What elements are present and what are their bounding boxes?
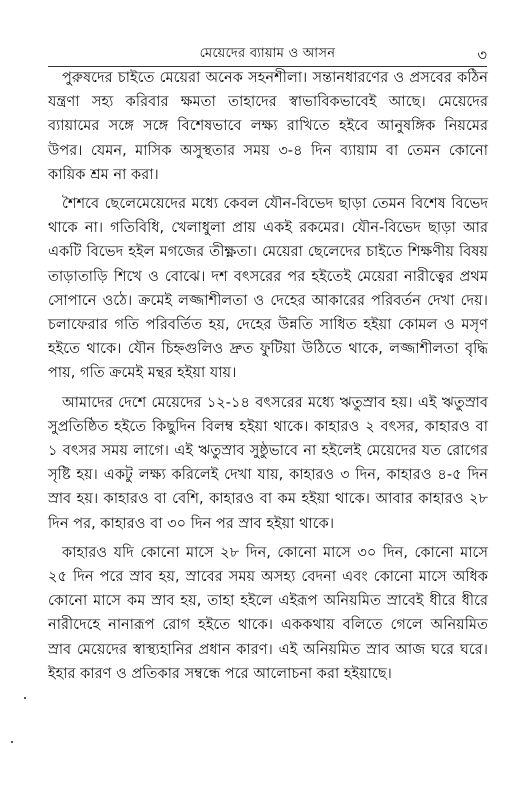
print-speck <box>24 697 26 699</box>
paragraph: আমাদের দেশে মেয়েদের ১২-১৪ বৎসরের মধ্যে ঋতুস্রাব হয়। এই ঋতুস্রাব সুপ্রতিষ্ঠিত হইতে কিছুদিন বিলম্ব হইয়া থাকে। কাহারও ২ বৎসর, কাহারও বা ১ বৎসর সময় লাগে। এই ঋতুস্রাব সুষ্ঠুভাবে না হইলেই মেয়েদের যত রোগের সৃষ্টি হয়। একটু লক্ষ্য করিলেই দেখা যায়, কাহারও ৩ দিন, কাহারও ৪-৫ দিন স্রাব হয়। কাহারও বা বেশি, কাহারও বা কম হইয়া থাকে। আবার কাহারও ২৮ দিন পর, কাহারও বা ৩০ দিন পর স্রাব হইয়া থাকে। <box>48 393 488 532</box>
running-header <box>48 44 487 64</box>
paragraph: শৈশবে ছেলেমেয়েদের মধ্যে কেবল যৌন-বিভেদ ছাড়া তেমন বিশেষ বিভেদ থাকে না। গতিবিধি, খেলাধুলা প্রায় একই রকমের। যৌন-বিভেদ ছাড়া আর একটি বিভেদ হইল মগজের তীক্ষ্ণতা। মেয়েরা ছেলেদের চাইতে শিক্ষণীয় বিষয় তাড়াতাড়ি শিখে ও বোঝে। দশ বৎসরের পর হইতেই মেয়েরা নারীত্বের প্রথম সোপানে ওঠে। ক্রমেই লজ্জাশীলতা ও দেহের আকারের পরিবর্তন দেখা দেয়। চলাফেরার গতি পরিবর্তিত হয়, দেহের উন্নতি সাধিত হইয়া কোমল ও মসৃণ হইতে থাকে। যৌন চিহ্নগুলিও দ্রুত ফুটিয়া উঠিতে থাকে, লজ্জাশীলতা বৃদ্ধি পায়, গতি ক্রমেই মন্থর হইয়া যায়। <box>48 195 488 382</box>
paragraph: কাহারও যদি কোনো মাসে ২৮ দিন, কোনো মাসে ৩০ দিন, কোনো মাসে ২৫ দিন পরে স্রাব হয়, স্রাবের সময় অসহ্য বেদনা এবং কোনো মাসে অধিক কোনো মাসে কম স্রাব হয়, তাহা হইলে এইরূপ অনিয়মিত স্রাবেই ধীরে ধীরে নারীদেহে নানারূপ রোগ হইতে থাকে। এককথায় বলিতে গেলে অনিয়মিত স্রাব মেয়েদের স্বাস্থ্যহানির প্রধান কারণ। এই অনিয়মিত স্রাব আজ ঘরে ঘরে। ইহার কারণ ও প্রতিকার সম্বন্ধে পরে আলোচনা করা হইয়াছে। <box>48 543 488 682</box>
running-header-title: মেয়েদের ব্যায়াম ও আসন <box>199 46 336 61</box>
print-speck <box>11 741 13 743</box>
page-number: ৩ <box>477 46 487 64</box>
paragraph: পুরুষদের চাইতে মেয়েরা অনেক সহনশীলা। সন্তানধারণের ও প্রসবের কঠিন যন্ত্রণা সহ্য করিবার ক্ষমতা তাহাদের স্বাভাবিকভাবেই আছে। মেয়েদের ব্যায়ামের সঙ্গে সঙ্গে বিশেষভাবে লক্ষ্য রাখিতে হইবে আনুষঙ্গিক নিয়মের উপর। যেমন, মাসিক অসুস্থতার সময় ৩-৪ দিন ব্যায়াম বা তেমন কোনো কায়িক শ্রম না করা। <box>48 69 488 183</box>
body-text <box>48 66 488 691</box>
